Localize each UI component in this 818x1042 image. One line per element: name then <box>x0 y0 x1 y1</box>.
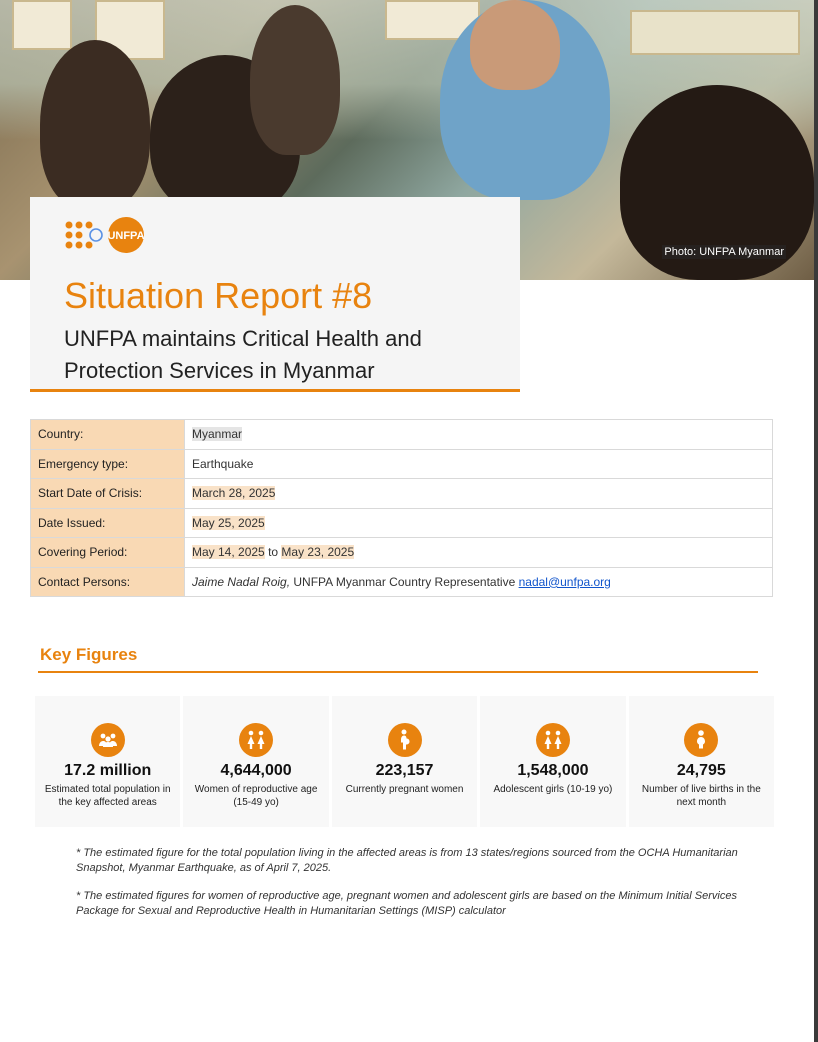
date-issued-cell <box>185 508 773 538</box>
baby-icon <box>684 723 718 757</box>
women-pair-icon <box>239 723 273 757</box>
period-to-word: to <box>268 545 279 560</box>
page-subtitle: UNFPA maintains Critical Health and Protection Services in Myanmar <box>64 326 422 383</box>
date-issued-label: Date Issued: <box>31 508 185 538</box>
key-figures-row <box>35 696 774 827</box>
key-figure-value: 24,795 <box>676 762 726 779</box>
key-figure-label: Currently pregnant women <box>345 784 464 795</box>
period-start-value: May 14, 2025 <box>192 545 265 560</box>
table-row <box>31 508 773 538</box>
table-row <box>31 420 773 450</box>
key-figure-value: 1,548,000 <box>517 762 589 779</box>
start-date-cell <box>185 479 773 509</box>
group-icon <box>91 723 125 757</box>
key-figure-label: Women of reproductive age (15-49 yo) <box>194 784 318 808</box>
date-issued-value: May 25, 2025 <box>192 515 265 530</box>
country-value-cell <box>185 420 773 450</box>
table-row <box>31 449 773 479</box>
logo-text: UNFPA <box>107 230 145 242</box>
key-figure-card <box>35 696 180 827</box>
photo-person <box>250 5 340 155</box>
photo-person <box>470 0 560 90</box>
key-figures-heading: Key Figures <box>40 645 138 664</box>
emergency-type-value: Earthquake <box>185 449 773 479</box>
covering-period-cell <box>185 538 773 568</box>
contact-persons-label: Contact Persons: <box>31 567 185 597</box>
emergency-type-label: Emergency type: <box>31 449 185 479</box>
photo-person <box>40 40 150 210</box>
page-edge <box>814 0 818 1042</box>
country-value: Myanmar <box>192 427 243 442</box>
photo-poster <box>12 0 72 50</box>
title-box <box>30 197 520 392</box>
pregnant-woman-icon <box>388 723 422 757</box>
key-figure-value: 223,157 <box>375 762 434 779</box>
photo-poster <box>630 10 800 55</box>
footnote-misp: * The estimated figures for women of reproductive age, pregnant women and adolescent girls are based on the Minimum Initial Services Package for Sexual and Reproductive Health in Humanitarian Settings (MISP) calculator <box>76 890 737 917</box>
report-info-table <box>30 419 773 597</box>
key-figure-value: 4,644,000 <box>220 762 292 779</box>
table-row <box>31 479 773 509</box>
key-figure-card <box>480 696 625 827</box>
table-row <box>31 567 773 597</box>
key-figures-divider <box>38 671 758 673</box>
start-date-label: Start Date of Crisis: <box>31 479 185 509</box>
footnote-population: * The estimated figure for the total population living in the affected areas is from 13 states/regions sourced from the OCHA Humanitarian Snapshot, Myanmar Earthquake, as of April 7, 2025. <box>76 847 738 874</box>
contact-role: UNFPA Myanmar Country Representative <box>293 574 516 589</box>
girls-pair-icon <box>536 723 570 757</box>
key-figure-label: Estimated total population in the key affected areas <box>44 784 171 808</box>
key-figure-label: Number of live births in the next month <box>641 784 761 808</box>
period-end-value: May 23, 2025 <box>281 545 355 560</box>
table-row <box>31 538 773 568</box>
photo-credit: Photo: UNFPA Myanmar <box>664 246 784 258</box>
contact-persons-cell <box>185 567 773 597</box>
start-date-value: March 28, 2025 <box>192 486 276 501</box>
key-figure-card <box>183 696 328 827</box>
page-title: Situation Report #8 <box>64 275 373 316</box>
covering-period-label: Covering Period: <box>31 538 185 568</box>
contact-email-link[interactable]: nadal@unfpa.org <box>518 574 611 589</box>
country-label: Country: <box>31 420 185 450</box>
contact-name: Jaime Nadal Roig, <box>192 574 291 589</box>
key-figure-card <box>629 696 774 827</box>
key-figure-value: 17.2 million <box>64 762 152 779</box>
key-figure-card <box>332 696 477 827</box>
unfpa-logo <box>64 217 146 255</box>
key-figure-label: Adolescent girls (10-19 yo) <box>493 784 613 795</box>
